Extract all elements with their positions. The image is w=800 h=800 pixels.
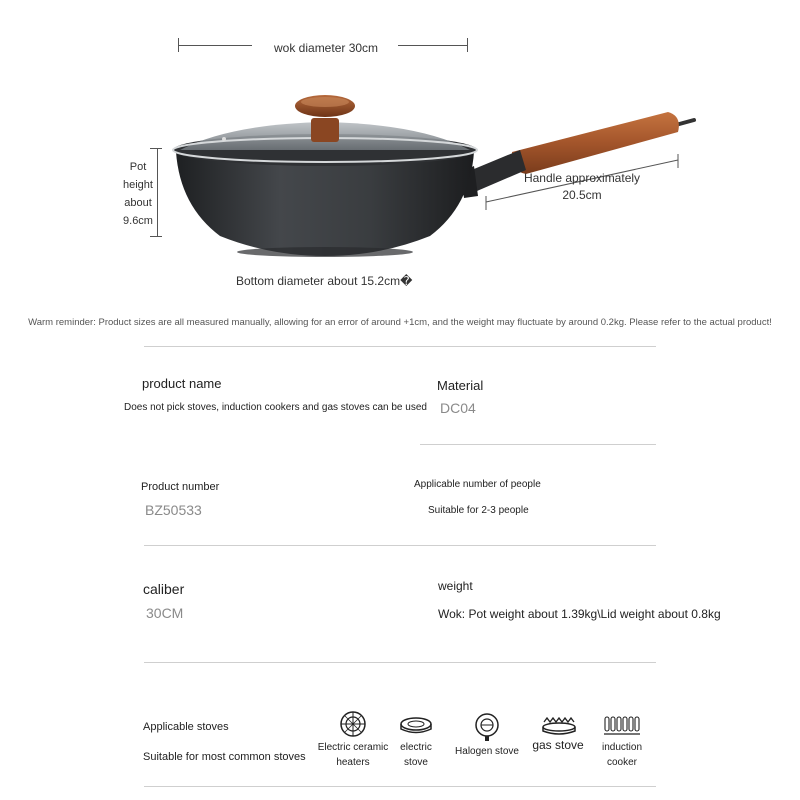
divider [420, 444, 656, 445]
halogen-stove-icon [472, 712, 502, 742]
warm-reminder: Warm reminder: Product sizes are all measured manually, allowing for an error of around +1cm, and the weight may fluctuate by around 0.2kg. Please refer to the actual product! [28, 317, 772, 328]
wok-diameter-label: wok diameter 30cm [274, 41, 379, 55]
gas-stove-icon [538, 716, 578, 736]
caliber-value: 30CM [146, 605, 184, 621]
product-name-label: product name [142, 376, 222, 391]
weight-label: weight [438, 579, 473, 593]
stove-electric: electric stove [392, 714, 440, 770]
electric-stove-icon [398, 714, 434, 738]
divider [144, 346, 656, 347]
material-label: Material [437, 378, 484, 393]
stove-gas: gas stove [528, 716, 588, 753]
weight-value: Wok: Pot weight about 1.39kg\Lid weight about 0.8kg [438, 607, 721, 621]
divider [144, 545, 656, 546]
stoves-value: Suitable for most common stoves [143, 751, 306, 763]
product-number-label: Product number [141, 481, 220, 493]
product-number-value: BZ50533 [145, 502, 202, 518]
pot-height-label: Pot height about 9.6cm [123, 161, 153, 227]
caliber-label: caliber [143, 581, 185, 597]
electric-ceramic-heater-icon [335, 710, 371, 738]
stoves-label: Applicable stoves [143, 721, 229, 733]
divider [144, 786, 656, 787]
stove-induction: induction cooker [594, 712, 650, 770]
people-value: Suitable for 2-3 people [428, 505, 529, 516]
stove-electric-ceramic: Electric ceramic heaters [316, 710, 390, 770]
stove-halogen: Halogen stove [452, 712, 522, 759]
product-name-value: Does not pick stoves, induction cookers and gas stoves can be used [124, 402, 427, 413]
people-label: Applicable number of people [414, 479, 541, 490]
divider [144, 662, 656, 663]
induction-cooker-icon [602, 712, 642, 738]
handle-length-label: Handle approximately 20.5cm [523, 171, 641, 202]
bottom-diameter-label: Bottom diameter about 15.2cm� [236, 274, 413, 288]
material-value: DC04 [440, 400, 476, 416]
wok-image [0, 0, 800, 300]
